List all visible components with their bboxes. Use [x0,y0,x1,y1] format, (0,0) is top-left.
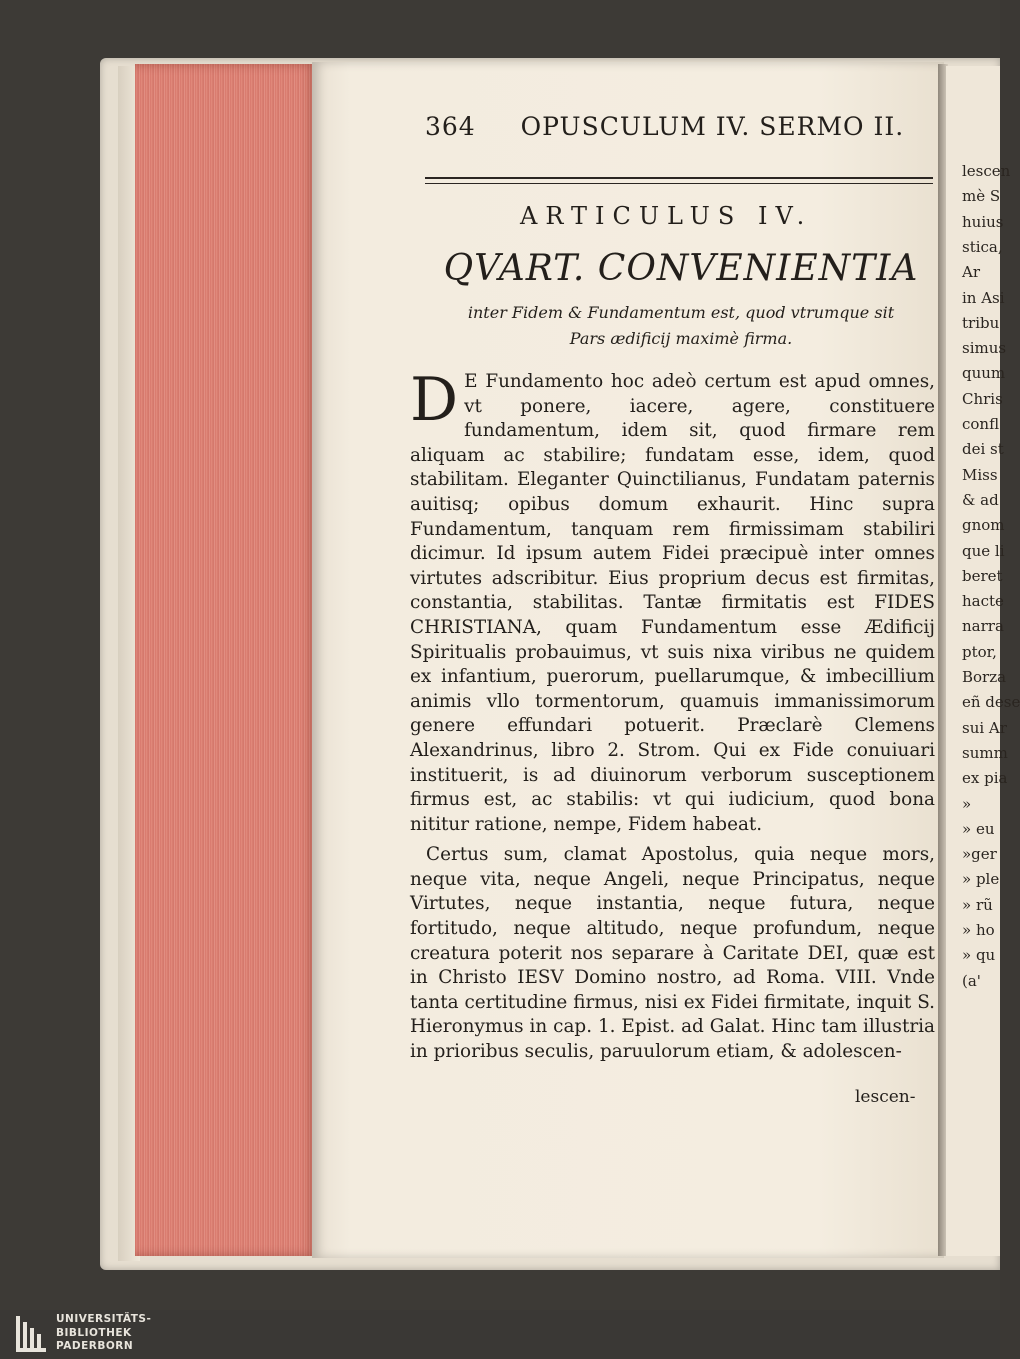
facing-page-fragment-line: » rũ [962,895,993,914]
facing-page-fragment-line: Borza [962,668,1007,686]
facing-page-fragment-line: narra [962,617,1004,636]
facing-page-fragment-line: » ho [962,921,995,939]
facing-page-fragment-line: quum [962,364,1006,383]
subtitle-line-2: Pars ædificij maximè firma. [569,329,793,348]
facing-page-fragment-line: » eu [962,819,995,838]
facing-page-fragment-line: Ar [962,263,981,282]
library-line-2: BIBLIOTHEK [56,1326,132,1339]
facing-page-fragment-line: beret [962,566,1003,585]
facing-page-fragment-line: tribu [962,313,1000,332]
facing-page-fragment-line: in Asi [962,288,1005,307]
facing-page-fragment-line: (a' [962,971,981,990]
section-subtitle [425,300,937,352]
library-logo-icon [14,1314,48,1354]
section-title: QVART. CONVENIENTIA [443,248,919,289]
library-line-3: PADERBORN [56,1340,134,1352]
subtitle-line-1: inter Fidem & Fundamentum est, quod vtrumque sit [467,303,895,322]
facing-page-fragment-line: mè S [962,187,1001,206]
facing-page-fragment-line: summ [962,743,1008,762]
paragraph-1-text: E Fundamento hoc adeò certum est apud omnes, vt ponere, iacere, agere, constituere fundamentum, idem sit, quod firmare rem aliquam ac stabilire; fundatam esse, idem, quod stabilitam. Eleganter Quinctilianus, Fundatam paternis auitisq; opibus domum exhaurit. Hinc supra Fundamentum, tanquam rem firmissimam stabiliri dicimur. Id ipsum autem Fidei præcipuè inter omnes virtutes adscribitur. Eius proprium decus est firmitas, constantia, stabilitas. Tantæ firmitatis est FIDES CHRISTIANA, quam Fundamentum esse Ædificij Spiritualis probauimus, vt suis nixa viribus ne quidem ex infantium, puerorum, puellarumque, & imbecillium animis vllo tormentorum, quamuis immanissimorum genere effundari potuerit. Præclarè Clemens Alexandrinus, libro 2. Strom. Qui ex Fide conuiuari instituerit, is ad diuinorum verborum susceptionem firmus est, ac stabilis: vt qui iudicium, quod bona nititur ratione, nempe, Fidem habeat. [410,371,935,835]
drop-cap: D [410,365,459,435]
body-text [410,365,935,1065]
facing-page-fragment-line: ex pia [962,769,1008,788]
facing-page-fragment-line: dei st [962,440,1004,459]
article-heading: ARTICULUS IV. [520,202,813,230]
facing-page-fragment-line: »ger [962,845,997,864]
page-number: 364 [425,112,476,141]
header-rule [425,177,933,184]
page-block-edge [135,64,317,1256]
facing-page-fragment-line: gnom [962,516,1005,535]
facing-page-fragment-line: hacte [962,592,1004,611]
facing-page-fragment-line: sui Ar [962,718,1007,737]
library-name [56,1313,151,1354]
running-title: OPUSCULUM IV. SERMO II. [520,112,905,141]
facing-page-fragment-line: » [962,794,972,813]
paragraph-1 [410,365,935,837]
running-header [425,112,905,141]
facing-page-fragment-line: » ple [962,870,1000,889]
paragraph-2: Certus sum, clamat Apostolus, quia neque mors, neque vita, neque Angeli, neque Principatus, neque Virtutes, neque instantia, neque futura, neque fortitudo, neque altitudo, neque profundum, neque creatura poterit nos separare à Caritate DEI, quæ est in Christo IESV Domino nostro, ad Roma. VIII. Vnde tanta certitudine firmus, nisi ex Fidei firmitate, inquit S. Hieronymus in cap. 1. Epist. ad Galat. Hinc tam illustria in prioribus seculis, paruulorum etiam, & adolescen- [410,844,935,1063]
facing-page-fragment-line: huius [962,212,1004,231]
facing-page-fragment-line: ptor, [962,642,997,661]
facing-page-fragment-line: simus [962,339,1007,358]
facing-page-fragment-line: lescen [962,162,1011,180]
facing-page-fragment [946,66,1020,1256]
facing-page-fragment-line: & ad [962,490,999,509]
facing-page-fragment-line: Miss [962,465,998,484]
library-line-1: UNIVERSITÄTS- [56,1313,152,1325]
facing-page-fragment-line: Chris [962,389,1003,408]
catchword: lescen- [855,1087,916,1107]
facing-page-fragment-line: confl [962,415,1000,433]
facing-page-fragment-line: stica, [962,237,1003,256]
facing-page-fragment-line: » qu [962,946,996,965]
facing-page-fragment-line: que li [962,541,1005,560]
facing-page-fragment-line: eñ dese [962,693,1020,712]
